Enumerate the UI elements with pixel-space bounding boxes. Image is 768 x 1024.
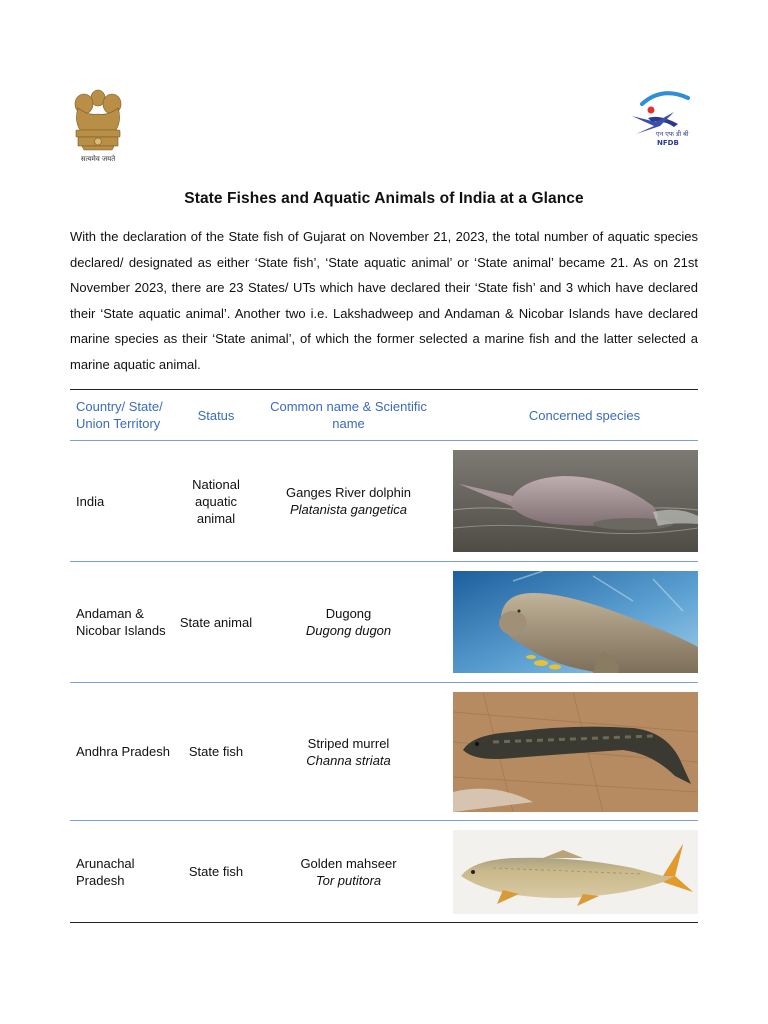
row-region: Arunachal Pradesh — [76, 855, 135, 888]
header-name: Common name & Scientific name — [256, 390, 441, 441]
row-status: State fish — [188, 864, 244, 879]
header-region: Country/ State/ Union Territory — [70, 390, 176, 441]
scientific-name: Channa striata — [306, 752, 391, 768]
header-status: Status — [176, 390, 256, 441]
row-status: State fish — [176, 683, 256, 821]
row-region: Andhra Pradesh — [70, 683, 176, 821]
species-table — [70, 389, 698, 923]
row-status: National aquatic animal — [176, 441, 256, 562]
common-name: Striped murrel — [307, 735, 390, 751]
common-name: Golden mahseer — [300, 855, 397, 871]
header-species: Concerned species — [441, 390, 698, 441]
dugong-image — [453, 571, 698, 673]
table-row — [70, 821, 698, 923]
row-name — [256, 562, 441, 683]
intro-paragraph: With the declaration of the State fish of Gujarat on November 21, 2023, the total number of aquatic species declared/ designated as either ‘State fish’, ‘State aquatic animal’ or ‘State animal’ became 21. As on 21st November 2023, there are 23 States/ UTs which have declared their ‘State fish’ and 3 which have declared their ‘State aquatic animal’. Another two i.e. Lakshadweep and Andaman & Nicobar Islands have declared marine species as their ‘State animal’, of which the former selected a marine fish and the latter selected a marine aquatic animal. — [70, 229, 698, 372]
state-emblem-logo — [68, 86, 128, 166]
row-name — [256, 441, 441, 562]
row-status: State animal — [176, 562, 256, 683]
scientific-name: Platanista gangetica — [289, 502, 408, 517]
table-row — [70, 562, 698, 683]
row-region: Andaman & Nicobar Islands — [70, 562, 176, 683]
row-name — [256, 821, 441, 923]
table-header-row — [70, 390, 698, 441]
nfdb-text: NFDB — [657, 139, 679, 147]
table-row — [70, 683, 698, 821]
row-image-cell — [441, 821, 698, 923]
emblem-motto: सत्यमेव जयते — [80, 155, 116, 163]
nfdb-hindi-text: एन एफ डी बी — [656, 130, 689, 138]
scientific-name: Tor putitora — [315, 872, 382, 888]
dolphin-image — [453, 450, 698, 552]
common-name: Ganges River dolphin — [285, 485, 412, 500]
row-image-cell — [441, 683, 698, 821]
page-title: State Fishes and Aquatic Animals of India at a Glance — [184, 190, 584, 207]
scientific-name: Dugong dugon — [305, 623, 392, 638]
row-name — [256, 683, 441, 821]
common-name: Dugong — [325, 606, 372, 621]
mahseer-image — [453, 830, 698, 914]
row-region: India — [70, 441, 176, 562]
nfdb-logo — [626, 88, 698, 148]
table-row — [70, 441, 698, 562]
murrel-image — [453, 692, 698, 812]
row-image-cell — [441, 562, 698, 683]
row-image-cell — [441, 441, 698, 562]
